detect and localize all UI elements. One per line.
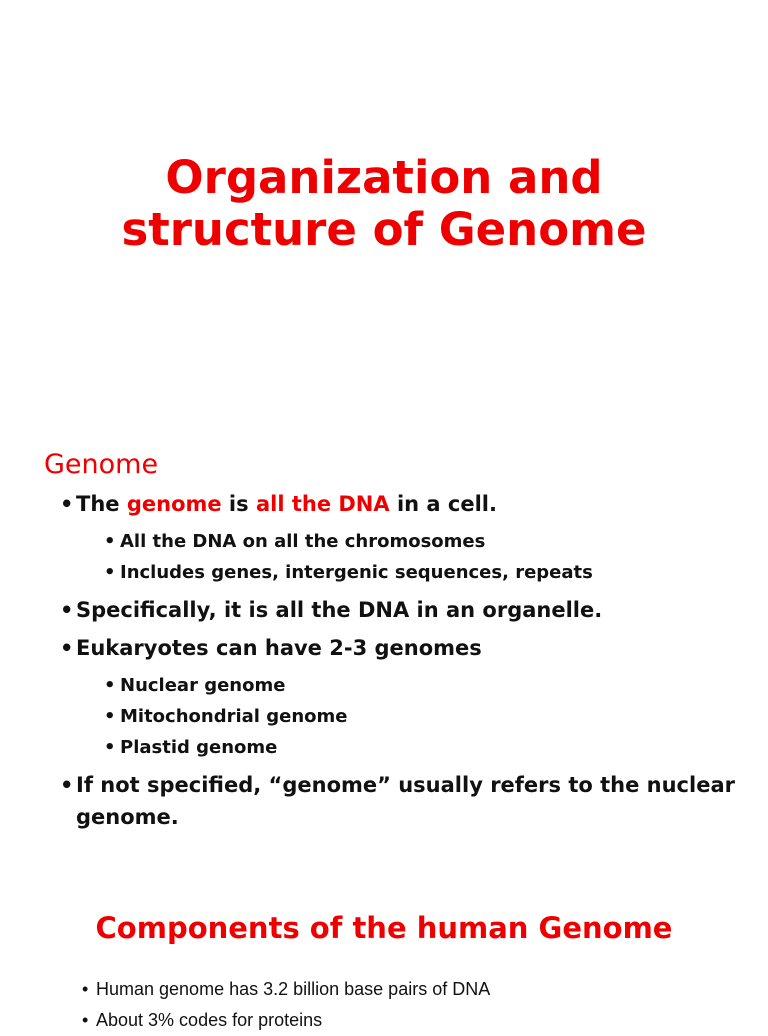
- highlight-text: all the DNA: [255, 492, 390, 516]
- bullet-text: The: [76, 492, 127, 516]
- sub-bullet-item: • Includes genes, intergenic sequences, repeats: [60, 557, 750, 588]
- sub-bullet-group: [60, 670, 750, 763]
- bullet-list: [60, 488, 750, 839]
- genome-slide: [0, 440, 768, 840]
- components-bullet-list: [82, 974, 742, 1036]
- page-title: [0, 152, 768, 256]
- section-heading: Genome: [44, 449, 159, 480]
- components-slide: [0, 900, 768, 1030]
- title-line-1: Organization and: [165, 151, 603, 204]
- bullet-item: • Specifically, it is all the DNA in an organelle.: [60, 594, 750, 626]
- sub-bullet-item: • Mitochondrial genome: [60, 701, 750, 732]
- highlight-text: genome: [126, 492, 222, 516]
- sub-bullet-item: • Plastid genome: [60, 732, 750, 763]
- sub-bullet-group: [60, 526, 750, 588]
- sub-bullet-item: • Nuclear genome: [60, 670, 750, 701]
- bullet-item: • Eukaryotes can have 2-3 genomes: [60, 632, 750, 664]
- sub-bullet-list: [60, 670, 750, 763]
- sub-bullet-item: • All the DNA on all the chromosomes: [60, 526, 750, 557]
- components-title: Components of the human Genome: [95, 911, 673, 945]
- components-bullet-item: • About 3% codes for proteins: [82, 1005, 742, 1036]
- title-line-2: structure of Genome: [121, 203, 647, 256]
- components-bullet-item: • Human genome has 3.2 billion base pairs of DNA: [82, 974, 742, 1005]
- bullet-text: is: [221, 492, 256, 516]
- bullet-text: in a cell.: [389, 492, 497, 516]
- sub-bullet-list: [60, 526, 750, 588]
- bullet-item: [60, 488, 750, 520]
- bullet-item: • If not specified, “genome” usually refers to the nuclear genome.: [60, 769, 750, 833]
- title-slide: [0, 0, 768, 320]
